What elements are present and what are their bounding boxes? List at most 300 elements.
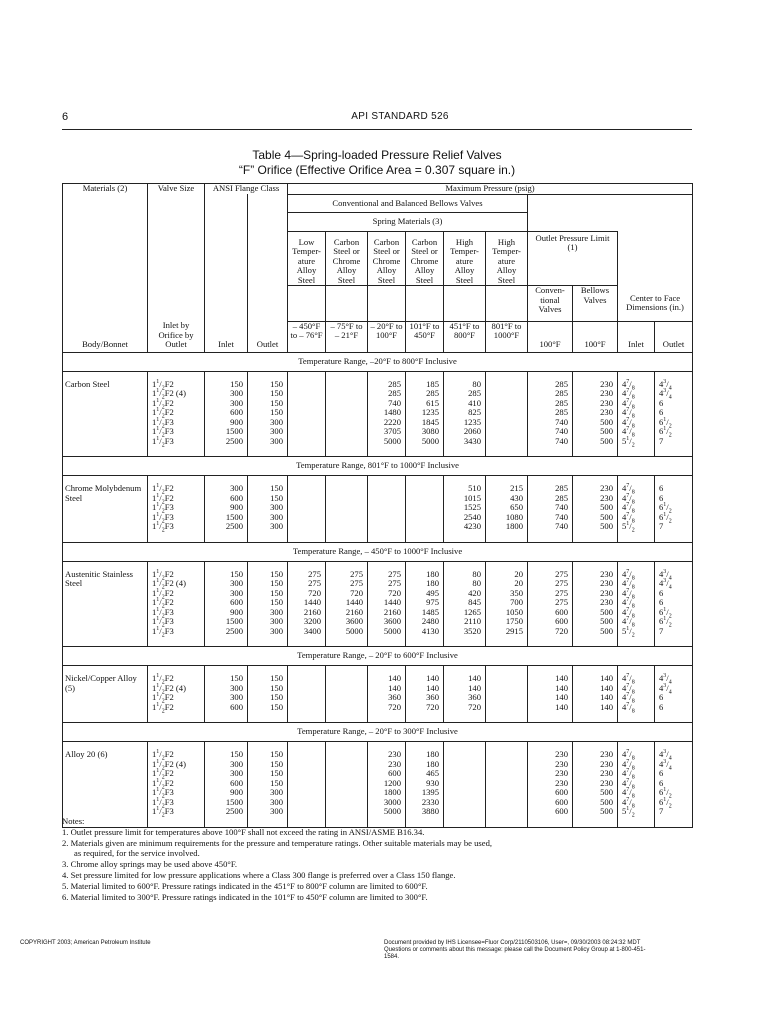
table-value: 150: [270, 397, 283, 408]
table-value: 720: [555, 625, 568, 636]
temp-col-6: 801°F to 1000°F: [486, 321, 528, 352]
license-notice: Document provided by IHS Licensee=Fluor Corp/2110503106, User=, 09/30/2003 08:24:32 MDT Questions or comments about this message: please call the Document Policy Group at 1-800-451-1584.: [384, 940, 646, 960]
table-value: 150: [270, 758, 283, 769]
cell-ctf-in: [618, 476, 655, 543]
cell-ctf-in: [618, 742, 655, 828]
table-value: [328, 779, 363, 789]
table-value: 3880: [421, 806, 439, 816]
table-value: [328, 494, 363, 504]
table-value: 150: [230, 568, 243, 579]
cell-bel: [573, 742, 618, 828]
cell-material: Carbon Steel: [63, 371, 148, 457]
table-value: [328, 503, 363, 513]
table-value: $4^7/_8$: [622, 397, 635, 411]
table-value: 6: [659, 407, 664, 417]
table-value: 1440: [383, 597, 401, 607]
note-1: 1. Outlet pressure limit for temperatures above 100°F shall not exceed the rating in ANSI/ASME B16.34.: [62, 826, 425, 837]
table-value: 285: [555, 483, 568, 493]
col-head-max-pressure: Maximum Pressure (psig): [288, 184, 693, 195]
table-value: $4^7/_8$: [622, 597, 635, 610]
table-value: [290, 779, 321, 789]
table-value: 230: [600, 397, 613, 408]
table-value: [446, 798, 481, 808]
table-value: $4^7/_8$: [622, 796, 635, 810]
material-group-row: [63, 666, 693, 723]
table-value: 2160: [383, 606, 401, 617]
table-value: $1^1/_2F3$: [152, 787, 174, 800]
table-title-line-2: “F” Orifice (Effective Orifice Area = 0.307 square in.): [238, 163, 516, 177]
table-value: 150: [270, 777, 283, 788]
table-value: $1^1/_2F2$ (4): [152, 578, 186, 591]
table-value: $4^7/_8$: [622, 787, 635, 800]
table-value: [290, 703, 321, 713]
table-value: 2110: [464, 616, 481, 626]
table-value: [488, 399, 523, 409]
table-value: 140: [468, 673, 481, 683]
table-value: 600: [230, 492, 243, 503]
table-value: [290, 684, 321, 694]
table-value: [290, 750, 321, 760]
table-value: 300: [270, 521, 283, 531]
table-value: 600: [230, 701, 243, 712]
table-value: $5^1/_2$: [622, 806, 635, 819]
table-value: [290, 399, 321, 409]
table-value: 825: [468, 407, 481, 417]
cell-inlet: [205, 476, 248, 543]
table-value: 150: [270, 407, 283, 417]
table-value: 185: [426, 378, 439, 389]
cell-ctf-out: [655, 371, 693, 457]
table-value: $1^1/_2F2$: [152, 587, 174, 601]
table-value: 720: [350, 587, 363, 598]
table-value: $1^1/_2F3$: [152, 806, 174, 819]
table-value: 720: [468, 701, 481, 712]
spring-col-2: Carbon Steel or Chrome Alloy Steel: [326, 231, 368, 286]
table-value: 6: [659, 492, 664, 503]
cell-c3: [368, 476, 406, 543]
cell-conv: [528, 666, 573, 723]
table-value: $4^3/_4$: [659, 568, 672, 582]
table-value: 140: [388, 682, 401, 693]
col-head-conv-temp: 100°F: [528, 321, 573, 352]
cell-c1: [288, 561, 326, 647]
col-head-body-bonnet: Body/Bonnet: [63, 321, 148, 352]
table-value: $1^1/_2F2$: [152, 749, 174, 762]
table-value: $5^1/_2$: [622, 435, 635, 449]
table-value: 230: [600, 777, 613, 788]
table-value: 230: [600, 758, 613, 769]
cell-ctf-in: [618, 371, 655, 457]
table-value: [408, 522, 439, 532]
table-value: $1^1/_2F2$: [152, 568, 174, 582]
table-value: [290, 798, 321, 808]
table-value: 230: [600, 407, 613, 417]
table-value: 140: [600, 701, 613, 712]
table-value: $6^1/_2$: [659, 616, 672, 629]
table-value: 140: [426, 682, 439, 693]
cell-sizes: [148, 561, 205, 647]
table-value: [328, 418, 363, 428]
table-value: 275: [555, 597, 568, 607]
table-value: 300: [270, 625, 283, 636]
col-head-bellows-valves: Bellows Valves: [573, 286, 618, 322]
cell-c4: [406, 371, 444, 457]
table-value: 300: [270, 435, 283, 446]
table-value: 500: [600, 625, 613, 636]
table-value: $1^1/_2F2$: [152, 673, 174, 686]
table-value: 275: [308, 578, 321, 588]
table-value: 3600: [345, 616, 363, 626]
table-value: 230: [600, 388, 613, 398]
header-rule: [62, 129, 692, 130]
table-value: $4^7/_8$: [622, 483, 635, 496]
table-value: 150: [270, 597, 283, 607]
table-value: 600: [230, 597, 243, 607]
table-value: 2915: [505, 625, 523, 636]
table-value: $4^3/_4$: [659, 758, 672, 772]
table-value: 285: [388, 388, 401, 398]
table-value: 500: [600, 616, 613, 626]
table-value: [328, 484, 363, 494]
table-value: $1^1/_2F2$: [152, 768, 174, 781]
table-value: 300: [270, 502, 283, 512]
cell-sizes: [148, 476, 205, 543]
table-value: $1^1/_2F3$: [152, 426, 174, 439]
table-value: 1485: [421, 606, 439, 617]
spring-col-4: Carbon Steel or Chrome Alloy Steel: [406, 231, 444, 286]
table-value: 300: [230, 587, 243, 598]
table-title-line-1: Table 4—Spring-loaded Pressure Relief Valves: [252, 148, 502, 162]
table-value: 1200: [383, 777, 401, 788]
col-head-conventional-valves: Conven- tional Valves: [528, 286, 573, 322]
cell-c5: [444, 371, 486, 457]
table-value: 300: [230, 682, 243, 693]
table-value: 6: [659, 692, 664, 702]
col-head-valve-size: Valve Size: [148, 184, 205, 195]
table-value: [488, 703, 523, 713]
table-value: 6: [659, 597, 664, 607]
table-value: 275: [350, 578, 363, 588]
table-value: $4^7/_8$: [622, 426, 635, 439]
table-value: 275: [350, 568, 363, 579]
col-head-outlet-limit: [528, 231, 618, 286]
table-value: 1480: [383, 407, 401, 417]
table-value: $1^1/_2F2$: [152, 701, 174, 715]
note-2-cont: as required, for the service involved.: [74, 848, 200, 859]
table-value: [328, 769, 363, 779]
table-value: $4^3/_4$: [659, 682, 672, 696]
table-value: $5^1/_2$: [622, 521, 635, 534]
table-value: [290, 418, 321, 428]
cell-c3: [368, 742, 406, 828]
table-value: 140: [600, 692, 613, 702]
table-value: $6^1/_2$: [659, 502, 672, 515]
col-head-center-to-face: Center to Face Dimensions (in.): [618, 286, 693, 322]
temperature-range-row: [63, 647, 693, 666]
table-value: 300: [270, 426, 283, 436]
cell-ctf-out: [655, 561, 693, 647]
table-value: [328, 513, 363, 523]
table-value: [488, 380, 523, 390]
temp-col-5: 451°F to 800°F: [444, 321, 486, 352]
cell-material: Nickel/Copper Alloy (5): [63, 666, 148, 723]
table-value: 2500: [225, 435, 243, 446]
table-value: $1^1/_2F3$: [152, 625, 174, 639]
table-value: 7: [659, 435, 664, 446]
table-value: $4^7/_8$: [622, 682, 635, 696]
table-value: [290, 788, 321, 798]
table-value: [488, 674, 523, 684]
table-value: 285: [555, 492, 568, 503]
table-value: 3520: [463, 625, 481, 636]
temp-col-4: 101°F to 450°F: [406, 321, 444, 352]
table-value: 2480: [421, 616, 439, 626]
table-value: 2500: [225, 521, 243, 531]
cell-inlet: [205, 742, 248, 828]
table-value: $4^7/_8$: [622, 492, 635, 506]
table-value: $4^7/_8$: [622, 502, 635, 515]
cell-outlet: [248, 476, 288, 543]
temp-col-3: – 20°F to 100°F: [368, 321, 406, 352]
table-value: 230: [600, 492, 613, 503]
table-value: [488, 437, 523, 447]
table-value: [290, 674, 321, 684]
table-value: $4^7/_8$: [622, 768, 635, 781]
material-group-row: [63, 561, 693, 647]
table-value: [408, 513, 439, 523]
pressure-relief-table: [62, 183, 693, 828]
table-value: 140: [388, 673, 401, 683]
table-value: 140: [468, 682, 481, 693]
table-value: 720: [426, 701, 439, 712]
col-head-conv-bellows: Conventional and Balanced Bellows Valves: [288, 194, 528, 213]
table-value: 465: [426, 768, 439, 778]
table-value: 1395: [421, 787, 439, 797]
table-value: 300: [270, 806, 283, 816]
table-value: 1800: [505, 521, 523, 531]
table-value: [488, 788, 523, 798]
table-value: 275: [555, 578, 568, 588]
table-value: 285: [426, 388, 439, 398]
table-value: 20: [514, 568, 523, 579]
table-value: 500: [600, 521, 613, 531]
cell-c2: [326, 476, 368, 543]
col-head-ansi-flange-class: ANSI Flange Class: [205, 184, 288, 195]
cell-bel: [573, 666, 618, 723]
table-value: $4^3/_4$: [659, 388, 672, 401]
table-value: $6^1/_2$: [659, 511, 672, 525]
spring-col-3: Carbon Steel or Chrome Alloy Steel: [368, 231, 406, 286]
table-value: 230: [555, 758, 568, 769]
material-group-row: [63, 476, 693, 543]
table-value: 150: [270, 673, 283, 683]
cell-c3: [368, 561, 406, 647]
table-value: 180: [426, 758, 439, 769]
table-value: 150: [270, 492, 283, 503]
table-value: 3000: [383, 796, 401, 807]
temperature-range-row: [63, 542, 693, 561]
cell-bel: [573, 561, 618, 647]
table-value: $4^7/_8$: [622, 378, 635, 392]
table-value: 275: [388, 568, 401, 579]
table-value: [328, 437, 363, 447]
cell-bel: [573, 371, 618, 457]
table-value: 6: [659, 701, 664, 712]
cell-material: Austenitic Stainless Steel: [63, 561, 148, 647]
table-value: $4^7/_8$: [622, 578, 635, 591]
table-value: $1^1/_2F2$: [152, 378, 174, 392]
table-value: $1^1/_2F3$: [152, 511, 174, 525]
table-value: 150: [270, 378, 283, 389]
table-value: $1^1/_2F3$: [152, 796, 174, 810]
table-value: 2500: [225, 625, 243, 636]
notes: [62, 816, 702, 902]
table-value: $4^3/_4$: [659, 378, 672, 392]
table-value: 180: [426, 578, 439, 588]
table-value: 150: [270, 701, 283, 712]
table-value: 1750: [505, 616, 523, 626]
table-value: [290, 437, 321, 447]
cell-material: Chrome Molybdenum Steel: [63, 476, 148, 543]
table-value: [290, 522, 321, 532]
table-value: 1235: [463, 416, 481, 427]
table-value: 150: [270, 483, 283, 493]
table-value: [488, 408, 523, 418]
table-value: 600: [555, 616, 568, 626]
cell-c2: [326, 561, 368, 647]
table-value: 150: [230, 378, 243, 389]
table-value: $1^1/_2F2$: [152, 407, 174, 420]
cell-ctf-in: [618, 561, 655, 647]
table-value: [328, 389, 363, 399]
table-value: 275: [308, 568, 321, 579]
outlet-limit-label: Outlet Pressure Limit (1): [535, 232, 610, 252]
table-value: 300: [230, 692, 243, 702]
cell-c1: [288, 371, 326, 457]
cell-c5: [444, 561, 486, 647]
col-head-materials: Materials (2): [63, 184, 148, 195]
table-value: $1^1/_2F3$: [152, 435, 174, 449]
cell-bel: [573, 476, 618, 543]
table-value: $1^1/_2F3$: [152, 521, 174, 534]
table-value: 3705: [383, 426, 401, 436]
table-value: $1^1/_2F3$: [152, 606, 174, 620]
table-value: $6^1/_2$: [659, 426, 672, 439]
table-value: [488, 779, 523, 789]
cell-ctf-out: [655, 742, 693, 828]
running-title: API STANDARD 526: [351, 111, 449, 122]
table-value: [488, 684, 523, 694]
table-value: 140: [600, 682, 613, 693]
table-value: 360: [468, 692, 481, 702]
table-value: 80: [472, 378, 481, 389]
table-value: 300: [270, 796, 283, 807]
table-value: $1^1/_2F3$: [152, 616, 174, 629]
table-value: 600: [555, 806, 568, 816]
table-value: [328, 427, 363, 437]
table-value: 720: [388, 587, 401, 598]
table-value: 1525: [463, 502, 481, 512]
table-value: [290, 389, 321, 399]
table-value: $1^1/_2F2$ (4): [152, 682, 186, 696]
table-value: 150: [270, 388, 283, 398]
table-value: 5000: [421, 435, 439, 446]
table-value: [328, 760, 363, 770]
table-value: $4^7/_8$: [622, 692, 635, 705]
table-value: [446, 760, 481, 770]
spring-col-5: High Temper- ature Alloy Steel: [444, 231, 486, 286]
table-value: 510: [468, 483, 481, 493]
cell-ctf-in: [618, 666, 655, 723]
table-value: $4^7/_8$: [622, 701, 635, 715]
table-value: [370, 513, 401, 523]
table-value: 230: [600, 587, 613, 598]
table-value: [446, 788, 481, 798]
spring-col-1: Low Temper- ature Alloy Steel: [288, 231, 326, 286]
table-value: 430: [510, 492, 523, 503]
note-5: 5. Material limited to 600°F. Pressure ratings indicated in the 451°F to 800°F column are limited to 600°F.: [62, 880, 428, 891]
table-value: 5000: [383, 435, 401, 446]
table-value: 275: [555, 568, 568, 579]
table-value: 230: [388, 749, 401, 759]
table-value: 150: [230, 673, 243, 683]
cell-ctf-out: [655, 666, 693, 723]
col-head-inlet-by-orifice: Inlet by Orifice by Outlet: [148, 321, 205, 352]
cell-conv: [528, 742, 573, 828]
table-value: 180: [426, 749, 439, 759]
table-value: 2160: [345, 606, 363, 617]
cell-c4: [406, 476, 444, 543]
table-value: 4230: [463, 521, 481, 531]
table-value: 845: [468, 597, 481, 607]
cell-c3: [368, 666, 406, 723]
table-value: [370, 503, 401, 513]
table-value: [408, 484, 439, 494]
cell-inlet: [205, 561, 248, 647]
table-value: $1^1/_2F2$: [152, 483, 174, 496]
temperature-range-label: Temperature Range, – 450°F to 1000°F Inclusive: [63, 542, 693, 561]
temperature-range-row: [63, 723, 693, 742]
table-value: 230: [600, 578, 613, 588]
table-value: 420: [468, 587, 481, 598]
table-value: 740: [555, 435, 568, 446]
table-value: [290, 693, 321, 703]
table-value: 275: [388, 578, 401, 588]
table-value: 1500: [225, 426, 243, 436]
table-value: 2540: [463, 511, 481, 522]
table-value: 1050: [505, 606, 523, 617]
table-value: $1^1/_2F2$ (4): [152, 758, 186, 772]
table-value: 2500: [225, 806, 243, 816]
table-value: 300: [270, 787, 283, 797]
table-value: $4^7/_8$: [622, 616, 635, 629]
table-value: $6^1/_2$: [659, 606, 672, 620]
table-value: [290, 380, 321, 390]
cell-c2: [326, 371, 368, 457]
cell-c1: [288, 666, 326, 723]
table-value: [488, 418, 523, 428]
table-value: 285: [555, 397, 568, 408]
cell-c5: [444, 666, 486, 723]
table-value: 180: [426, 568, 439, 579]
table-value: 3200: [303, 616, 321, 626]
table-value: [488, 693, 523, 703]
table-value: 4130: [421, 625, 439, 636]
table-value: 1080: [505, 511, 523, 522]
table-value: $4^7/_8$: [622, 388, 635, 401]
table-value: [328, 750, 363, 760]
table-value: 230: [600, 597, 613, 607]
